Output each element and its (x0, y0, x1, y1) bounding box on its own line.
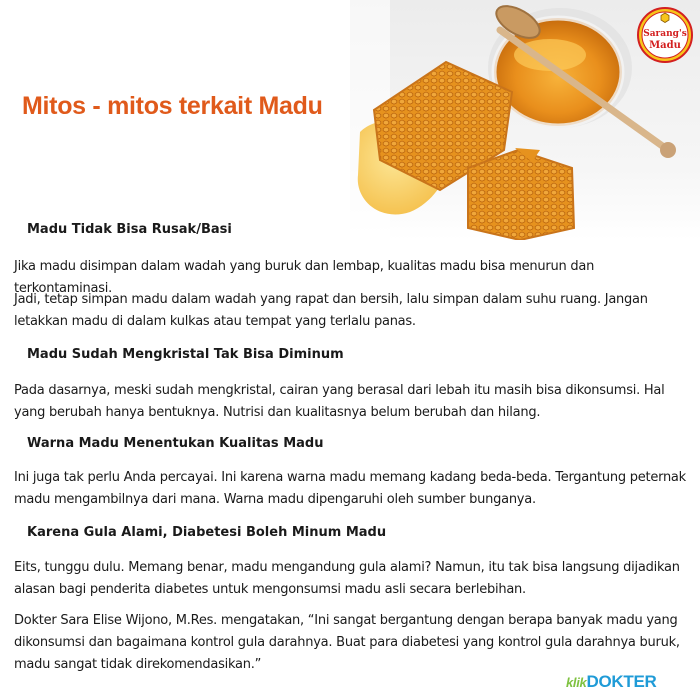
section-heading-2: Madu Sudah Mengkristal Tak Bisa Diminum (27, 347, 344, 362)
section-1-paragraph-2: Jadi, tetap simpan madu dalam wadah yang rapat dan bersih, lalu simpan dalam suhu ruang. Jangan letakkan madu di dalam kulkas atau tempat yang terlalu panas. (14, 292, 648, 329)
section-heading-4: Karena Gula Alami, Diabetesi Boleh Minum Madu (27, 525, 387, 540)
page-title: Mitos - mitos terkait Madu (22, 92, 323, 120)
section-2-paragraph: Pada dasarnya, meski sudah mengkristal, cairan yang berasal dari lebah itu masih bisa dikonsumsi. Hal yang berubah hanya bentuknya. Nutrisi dan kualitasnya belum berubah dan hilang. (14, 383, 665, 420)
section-4-paragraph-2: Dokter Sara Elise Wijono, M.Res. mengatakan, “Ini sangat bergantung dengan berapa banyak madu yang dikonsumsi dan bagaimana kontrol gula darahnya. Buat para diabetesi yang kontrol gula darahnya buruk, madu sangat tidak direkomendasikan.” (14, 613, 680, 672)
section-1-paragraph-1: Jika madu disimpan dalam wadah yang buruk dan lembap, kualitas madu bisa menurun dan terkontaminasi. (14, 259, 595, 296)
klikdokter-brand (566, 672, 656, 692)
brand-klik: klik (566, 675, 587, 690)
section-3-paragraph: Ini juga tak perlu Anda percayai. Ini karena warna madu memang kadang beda-beda. Tergantung peternak madu mengambilnya dari mana. Warna madu dipengaruhi oleh sumber bunganya. (14, 470, 686, 507)
brand-dokter: DOKTER (586, 672, 657, 691)
logo-line2: Madu (649, 40, 681, 51)
sarangs-madu-logo (636, 6, 694, 64)
logo-line1: Sarang's (643, 29, 687, 39)
section-heading-1: Madu Tidak Bisa Rusak/Basi (27, 222, 232, 237)
section-heading-3: Warna Madu Menentukan Kualitas Madu (27, 436, 324, 451)
section-4-paragraph-1: Eits, tunggu dulu. Memang benar, madu mengandung gula alami? Namun, itu tak bisa langsung dijadikan alasan bagi penderita diabetes untuk mengonsumsi madu asli secara berlebihan. (14, 560, 680, 597)
